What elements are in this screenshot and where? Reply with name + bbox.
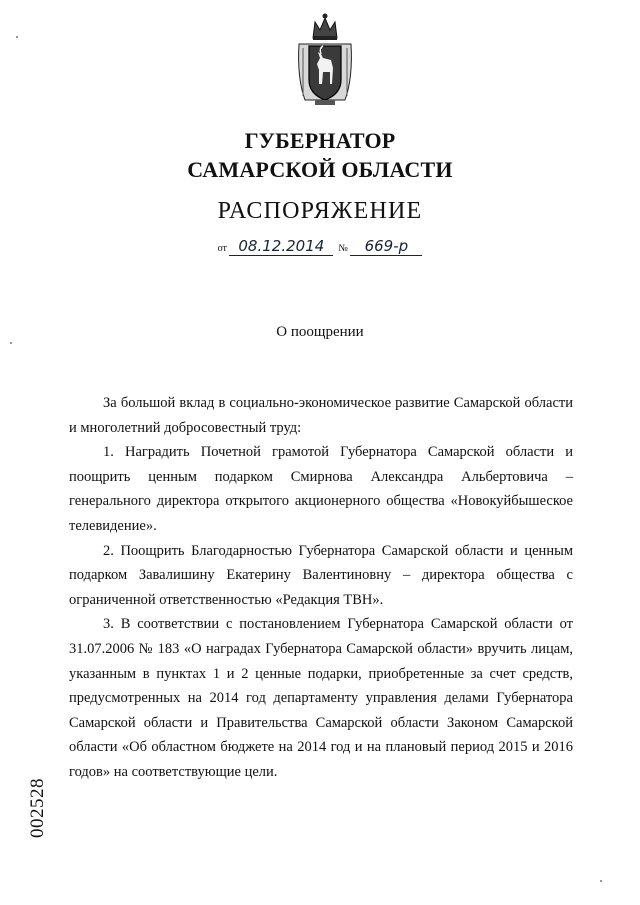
item-paragraph: 3. В соответствии с постановлением Губернатора Самарской области от 31.07.2006 № 183 «О наградах Губернатора Самарской области» вручить лицам, указанным в пунктах 1 и 2 ценные подарки, приобретенные за счет средств, предусмотренных на 2014 год департаменту управления делами Губернатора Самарской области и Правительства Самарской области Законом Самарской области «Об областном бюджете на 2014 год и на плановый период 2015 и 2016 годов» на соответствующие цели. xyxy=(69,616,573,780)
scan-speck xyxy=(600,880,602,882)
number-prefix: № xyxy=(338,243,348,254)
samara-coat-of-arms-icon xyxy=(293,8,357,108)
item-paragraph: 1. Наградить Почетной грамотой Губернатора Самарской области и поощрить ценным подарком Смирнова Александра Альбертовича – генерального директора открытого акционерного общества «Новокуйбышеское телевидение». xyxy=(69,444,573,534)
date-prefix: от xyxy=(217,243,227,254)
scan-speck xyxy=(10,342,12,344)
number-value: 669-р xyxy=(350,238,422,256)
item-paragraph: 2. Поощрить Благодарностью Губернатора Самарской области и ценным подарком Завалишину Екатерину Валентиновну – директора общества с ограниченной ответственностью «Редакция ТВН». xyxy=(69,542,573,608)
document-type: РАСПОРЯЖЕНИЕ xyxy=(217,198,423,224)
issuer-title xyxy=(0,126,640,184)
date-value: 08.12.2014 xyxy=(229,238,333,256)
intro-paragraph: За большой вклад в социально-экономическое развитие Самарской области и многолетний добросовестный труд: xyxy=(69,395,573,436)
registration-stamp-number: 002528 xyxy=(27,778,48,838)
scan-speck xyxy=(16,36,18,38)
document-subject: О поощрении xyxy=(276,324,364,340)
issuer-line-1: ГУБЕРНАТОР xyxy=(244,128,396,153)
document-body xyxy=(69,391,573,785)
issuer-line-2: САМАРСКОЙ ОБЛАСТИ xyxy=(187,157,453,182)
date-number-line xyxy=(0,238,640,256)
